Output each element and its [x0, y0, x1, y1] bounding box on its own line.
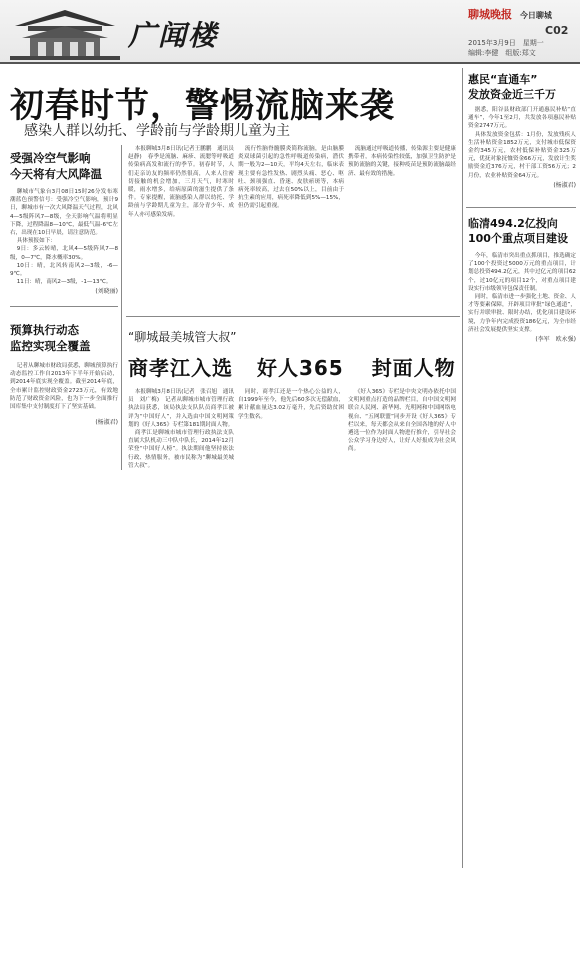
section-title: 广闻楼: [128, 19, 219, 52]
brief-paragraph: 9日：多云转晴，北风4—5级阵风7—8级，0—7℃，降水概率30%。: [10, 246, 118, 261]
feature-body-col: [128, 388, 234, 470]
pavilion-logo-icon: [10, 4, 120, 60]
feature-paragraph: 同时，商孝江还是一个热心公益的人，自1999年至今，他先后60多次无偿献血，累计献血量达3.02万毫升，先后资助贫困学生数名。: [238, 389, 344, 420]
section-divider: [466, 207, 576, 208]
brief-headline: 发放资金近三千万: [468, 88, 556, 101]
feature-kicker: “聊城最美城管大叔”: [128, 330, 237, 344]
lead-body-col: [238, 145, 344, 211]
brief-projects: [468, 216, 576, 343]
section-divider: [126, 316, 460, 317]
date-line: 2015年3月9日 星期一: [468, 39, 544, 47]
brief-headline: 100个重点项目建设: [468, 232, 568, 245]
brief-headline: 临清494.2亿投向: [468, 217, 558, 230]
section-divider: [10, 306, 118, 307]
masthead: [468, 6, 552, 22]
column-rule: [121, 145, 122, 470]
byline: (杨淑君): [95, 419, 118, 427]
brief-paragraph: 据悉，阳谷县财政部门开通惠民补贴“直通车”，今年1至2月，共发放各项惠民补贴资金2747万元。: [468, 107, 576, 130]
feature-headline: [128, 352, 456, 381]
feature-paragraph: 《好人365》专栏是中央文明办依托中国文明网重点打造的品牌栏目，自中国文明网联合人民网、新华网、光明网和中国网络电视台、“五网联盟”同步开设《好人365》专栏以来，每天都会从来自全国各地的好人中遴选一位作为封面人物进行推介，引导社会公众学习身边好人，让好人好报成为社会风尚。: [348, 389, 456, 453]
feature-paragraph: 本报聊城3月8日讯(记者 张召旭 通讯员 刘广梅) 记者从聊城市城市管理行政执法局获悉，该局执法支队队员商孝江被评为“中国好人”，并入选由中国文明网策划的《好人365》专栏第181期封面人物。: [128, 389, 234, 428]
column-rule: [462, 68, 463, 868]
brief-paragraph: 记者从聊城市财政局获悉，聊城预算执行动态监控工作自2013年下半年开始启动，到2014年底实现全覆盖。截至2014年底，全市累计监控财政资金2723万元，有效地防范了财政资金风险，也为下一步全面推行国库集中支付制度打下了坚实基础。: [10, 363, 118, 411]
brief-subsidy: [468, 72, 576, 189]
brief-headline: 惠民“直通车”: [468, 73, 538, 86]
masthead-name: 聊城晚报: [468, 8, 512, 21]
byline: (刘晓丽): [95, 288, 118, 296]
brief-budget: [10, 322, 118, 426]
brief-paragraph: 同时，临清市进一步强化土地、资金、人才等要素保障，开辟项目审批“绿色通道”，实行并联审批、限时办结，优化项目建设环境，力争年内完成投资186亿元，为全市经济社会发展提供坚实支撑。: [468, 294, 576, 333]
brief-headline: 受强冷空气影响: [10, 151, 91, 165]
masthead-tag: 今日聊城: [519, 11, 552, 20]
lead-paragraph: 流脑通过呼吸道传播，传染源主要是健康携带者，本病传染性较低，加强卫生防护是预防流脑的关键，接种疫苗是预防流脑最经济、最有效的措施。: [348, 146, 456, 177]
lead-paragraph: 流行性脑脊髓膜炎简称流脑，是由脑膜炎双球菌引起的急性呼吸道传染病，潜伏期一般为2—10天，平均4天左右，临床表现主要有急性发热、剧烈头痛、恶心、呕吐、颈项强直、昏迷、皮肤瘀斑等，本病病死率较高，过去在50%以上，目前由于抗生素的应用，病死率降低到5%—15%，但仍需引起重视。: [238, 146, 344, 210]
lead-body-col: [128, 145, 240, 219]
byline: (杨淑君): [553, 181, 576, 189]
page-code: C02: [545, 24, 569, 37]
byline: (李军 欧永强): [535, 336, 576, 344]
feature-headline-part: 好人365: [256, 356, 344, 380]
feature-body-col: [238, 388, 344, 421]
brief-paragraph: 今年，临清市突出重点抓项目，推选确定了100个投资过5000万元的重点项目，计划总投资494.2亿元，其中过亿元的项目62个，过10亿元的项目12个，对重点项目建设实行市级领导包保责任制。: [468, 253, 576, 292]
brief-headline: 预算执行动态: [10, 323, 79, 337]
brief-paragraph: 具体发放资金包括：1月份，发放残疾人生活补贴资金1852万元，支付城市低保资金约345万元，农村低保补贴资金325万元，优抚对象抚恤资金66万元，发放计生奖励资金近376万元，村干部工资56万元；2月份，农业补贴资金64万元。: [468, 131, 576, 179]
brief-weather: [10, 150, 118, 295]
brief-paragraph: 聊城市气象台3月08日15时26分发布寒潮蓝色预警信号：受强冷空气影响，预计9日，聊城市有一次大风降温天气过程，北风4—5级阵风7—8级，全天影响气温将明显下降，过程降温8—10℃，最低气温-6℃左右，出现在10日早晨，请注意防范。: [10, 189, 118, 237]
feature-body-col: [348, 388, 456, 454]
brief-headline: 今天将有大风降温: [10, 167, 102, 181]
lead-body-col: [348, 145, 456, 178]
editor-line: 编辑:李健 组版:郑文: [468, 49, 536, 57]
feature-headline-part: 商孝江入选: [128, 356, 233, 380]
feature-paragraph: 商孝江是聊城市城市管理行政执法支队直属大队机动三中队中队长，2014年12月荣登“中国好人榜”。执法期间他坚持依法行政、热情服务，被市民称为“聊城最美城管大叔”。: [128, 430, 234, 469]
brief-paragraph: 11日：晴，南风2—3级，-1—13℃。: [16, 279, 112, 286]
brief-paragraph: 10日：晴，北风转南风2—3级，-6—9℃。: [10, 262, 118, 278]
feature-headline-part: 封面人物: [371, 356, 456, 380]
lead-subhead: 感染人群以幼托、学龄前与学龄期儿童为主: [24, 123, 290, 139]
brief-paragraph: 具体预报如下：: [16, 238, 56, 245]
lead-paragraph: 本报聊城3月8日讯(记者王鹏鹏 通讯员 赵静) 春季是流脑、麻疹、流腮等呼吸道传染病高发和流行的季节。初春时节，人们走亲访友的频率仍然很高，人来人往密切接触的机会增加，三月天气，时寒时暖，雨水增多，给病原菌的滋生提供了条件。专家提醒，流脑感染人群以幼托、学龄前与学龄期儿童为主，部分青少年、成年人亦可感染发病。: [128, 146, 240, 218]
lead-headline: 初春时节，警惕流脑来袭: [10, 86, 395, 126]
brief-headline: 监控实现全覆盖: [10, 339, 91, 353]
